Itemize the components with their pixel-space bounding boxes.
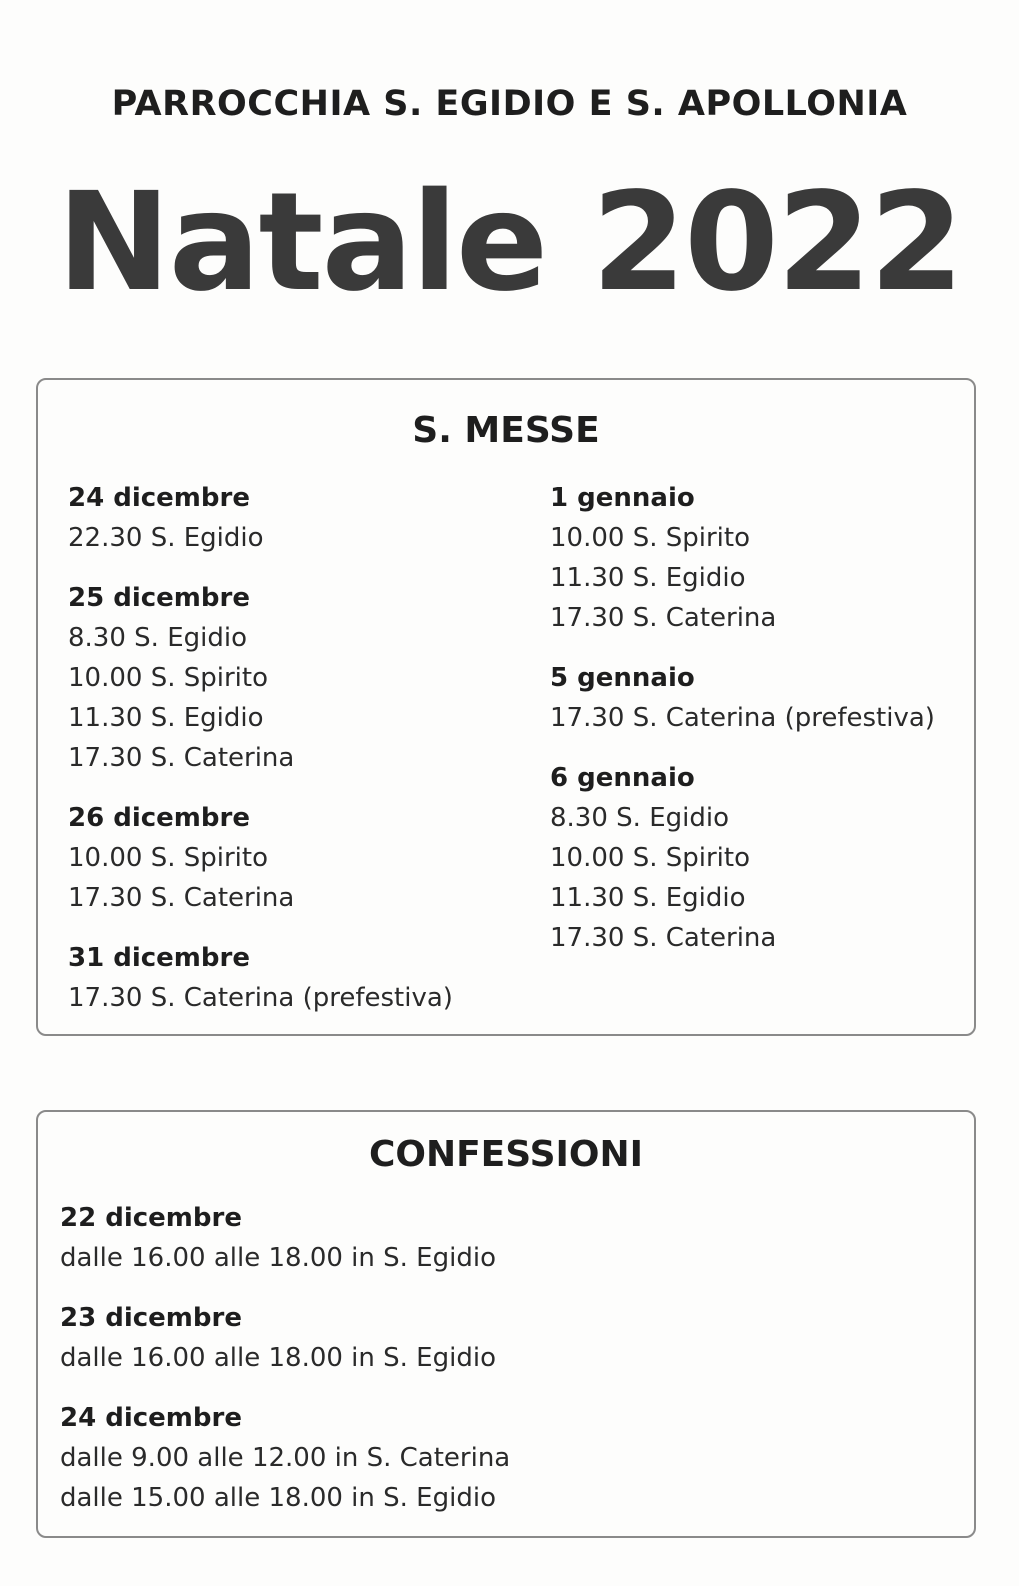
schedule-entry: 10.00 S. Spirito	[550, 843, 750, 873]
schedule-entry: dalle 9.00 alle 12.00 in S. Caterina	[60, 1443, 511, 1473]
schedule-day	[60, 1198, 510, 1278]
schedule-entry: 22.30 S. Egidio	[68, 523, 264, 553]
schedule-date: 25 dicembre	[68, 583, 250, 613]
schedule-day	[68, 478, 453, 558]
messe-section	[36, 378, 976, 1036]
schedule-entry: 8.30 S. Egidio	[550, 803, 729, 833]
schedule-date: 24 dicembre	[68, 483, 250, 513]
schedule-day	[68, 798, 453, 918]
schedule-day	[68, 938, 453, 1018]
schedule-date: 6 gennaio	[550, 763, 695, 793]
schedule-entry: 17.30 S. Caterina	[68, 883, 295, 913]
schedule-entry: 17.30 S. Caterina	[550, 603, 777, 633]
messe-title: S. MESSE	[412, 410, 600, 451]
schedule-entry: 11.30 S. Egidio	[550, 883, 746, 913]
schedule-date: 31 dicembre	[68, 943, 250, 973]
schedule-date: 24 dicembre	[60, 1403, 242, 1433]
schedule-day	[60, 1298, 510, 1378]
confessioni-section	[36, 1110, 976, 1538]
schedule-entry: 17.30 S. Caterina (prefestiva)	[68, 983, 453, 1013]
schedule-day	[550, 758, 935, 958]
schedule-entry: 8.30 S. Egidio	[68, 623, 247, 653]
schedule-day	[550, 478, 935, 638]
schedule-entry: 10.00 S. Spirito	[68, 843, 268, 873]
schedule-entry: 17.30 S. Caterina (prefestiva)	[550, 703, 935, 733]
confessioni-column	[60, 1198, 510, 1538]
messe-right-column	[550, 478, 935, 978]
schedule-date: 5 gennaio	[550, 663, 695, 693]
schedule-date: 26 dicembre	[68, 803, 250, 833]
schedule-entry: dalle 15.00 alle 18.00 in S. Egidio	[60, 1483, 496, 1513]
confessioni-title: CONFESSIONI	[368, 1134, 644, 1175]
schedule-entry: 10.00 S. Spirito	[550, 523, 750, 553]
schedule-day	[60, 1398, 510, 1518]
schedule-date: 23 dicembre	[60, 1303, 242, 1333]
parish-name: PARROCCHIA S. EGIDIO E S. APOLLONIA	[111, 84, 908, 124]
schedule-entry: 11.30 S. Egidio	[68, 703, 264, 733]
page-title: Natale 2022	[56, 164, 963, 322]
schedule-entry: dalle 16.00 alle 18.00 in S. Egidio	[60, 1243, 496, 1273]
schedule-day	[550, 658, 935, 738]
messe-left-column	[68, 478, 453, 1038]
schedule-date: 1 gennaio	[550, 483, 695, 513]
schedule-entry: 17.30 S. Caterina	[68, 743, 295, 773]
schedule-date: 22 dicembre	[60, 1203, 242, 1233]
schedule-entry: 10.00 S. Spirito	[68, 663, 268, 693]
schedule-entry: 11.30 S. Egidio	[550, 563, 746, 593]
schedule-day	[68, 578, 453, 778]
schedule-entry: dalle 16.00 alle 18.00 in S. Egidio	[60, 1343, 496, 1373]
schedule-entry: 17.30 S. Caterina	[550, 923, 777, 953]
